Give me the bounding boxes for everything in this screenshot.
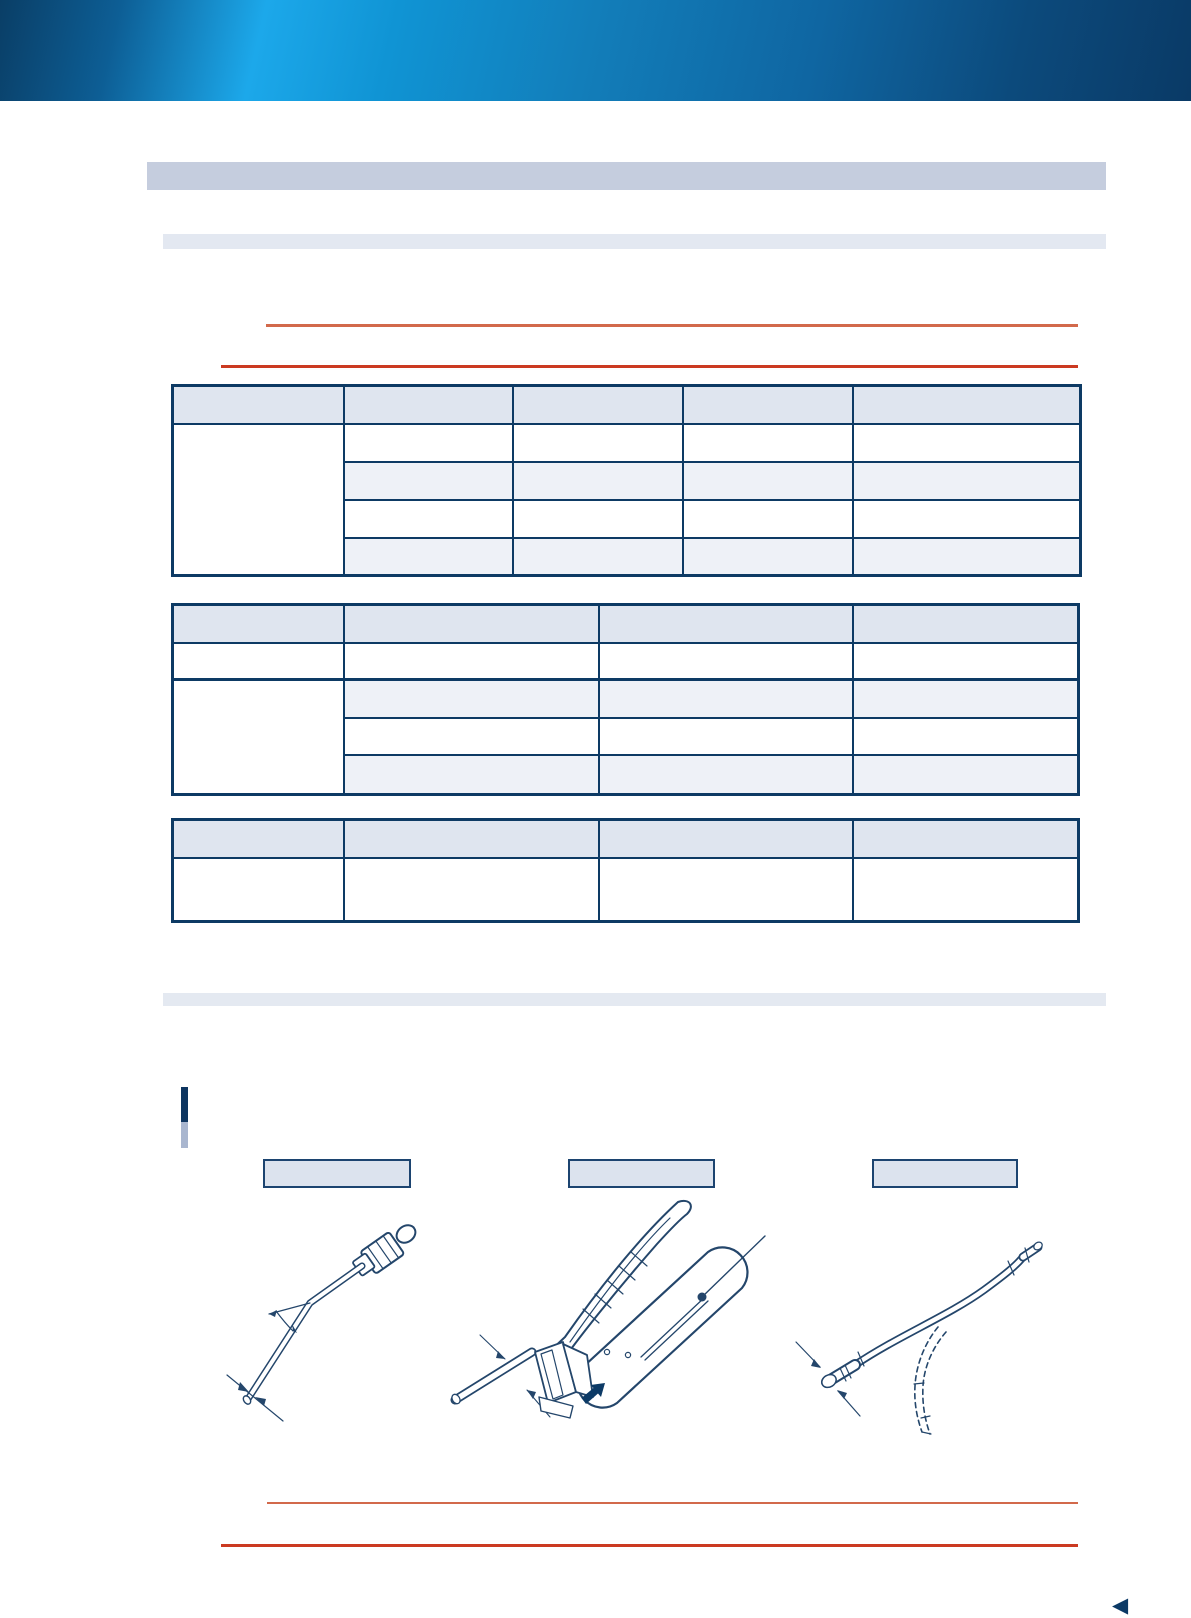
header-cell	[173, 386, 344, 424]
body-cell	[173, 858, 344, 922]
body-cell	[683, 500, 853, 538]
body-cell	[853, 680, 1079, 718]
body-cell	[683, 424, 853, 462]
header-cell	[853, 605, 1079, 643]
header-cell	[173, 605, 344, 643]
merged-cell	[173, 680, 344, 795]
figure-nozzle-pipe	[213, 1203, 433, 1428]
merged-cell	[173, 424, 344, 576]
header-cell	[599, 820, 853, 858]
pipe-tube	[242, 1266, 362, 1406]
body-cell	[599, 718, 853, 755]
subsection-bar-2	[163, 993, 1106, 1006]
heading-marker-bottom	[181, 1122, 188, 1148]
header-banner	[0, 0, 1191, 101]
body-cell	[344, 462, 513, 500]
header-cell	[513, 386, 683, 424]
heading-marker-top	[181, 1087, 188, 1122]
red-rule-top-2	[221, 365, 1078, 368]
body-cell	[344, 858, 599, 922]
body-cell	[344, 680, 599, 718]
section-title-bar	[147, 162, 1106, 190]
body-cell	[344, 718, 599, 755]
table-row	[173, 386, 1081, 424]
header-cell	[599, 605, 853, 643]
table-row	[173, 643, 1079, 680]
red-rule-top-1	[266, 324, 1078, 327]
body-cell	[344, 643, 599, 680]
body-cell	[513, 538, 683, 576]
body-cell	[853, 500, 1081, 538]
table-row	[173, 680, 1079, 718]
spec-table-1	[171, 384, 1082, 577]
figure-label-1	[263, 1159, 411, 1188]
body-cell	[513, 500, 683, 538]
spec-table-2	[171, 603, 1080, 796]
hose-left-fitting	[820, 1352, 864, 1390]
body-cell	[344, 538, 513, 576]
header-cell	[344, 386, 513, 424]
hose-body	[855, 1257, 1023, 1365]
figure-flexible-hose	[788, 1228, 1050, 1446]
body-cell	[853, 643, 1079, 680]
table-row	[173, 820, 1079, 858]
table-row	[173, 605, 1079, 643]
body-cell	[513, 424, 683, 462]
body-cell	[683, 462, 853, 500]
body-cell	[853, 718, 1079, 755]
body-cell	[344, 755, 599, 795]
spec-table-3	[171, 818, 1080, 923]
body-cell	[683, 538, 853, 576]
table-row	[173, 858, 1079, 922]
body-cell	[853, 462, 1081, 500]
header-cell	[344, 820, 599, 858]
body-cell	[344, 500, 513, 538]
body-cell	[599, 858, 853, 922]
header-cell	[853, 386, 1081, 424]
figure-label-2	[568, 1159, 715, 1188]
header-cell	[344, 605, 599, 643]
figure-caulking-gun	[435, 1192, 770, 1427]
body-cell	[173, 643, 344, 680]
subsection-bar-1	[163, 234, 1106, 249]
hose-dashed-branch	[914, 1327, 946, 1434]
header-cell	[853, 820, 1079, 858]
red-rule-bottom-1	[267, 1502, 1078, 1504]
table-row	[173, 424, 1081, 462]
body-cell	[599, 680, 853, 718]
body-cell	[853, 755, 1079, 795]
header-cell	[683, 386, 853, 424]
body-cell	[853, 424, 1081, 462]
heading-marker	[181, 1087, 188, 1148]
body-cell	[344, 424, 513, 462]
body-cell	[513, 462, 683, 500]
red-rule-bottom-2	[221, 1544, 1078, 1547]
body-cell	[853, 538, 1081, 576]
body-cell	[599, 755, 853, 795]
figure-label-3	[872, 1159, 1018, 1188]
prev-page-arrow[interactable]: ◀	[1112, 1593, 1129, 1617]
body-cell	[599, 643, 853, 680]
header-cell	[173, 820, 344, 858]
body-cell	[853, 858, 1079, 922]
push-rod	[450, 1335, 550, 1417]
